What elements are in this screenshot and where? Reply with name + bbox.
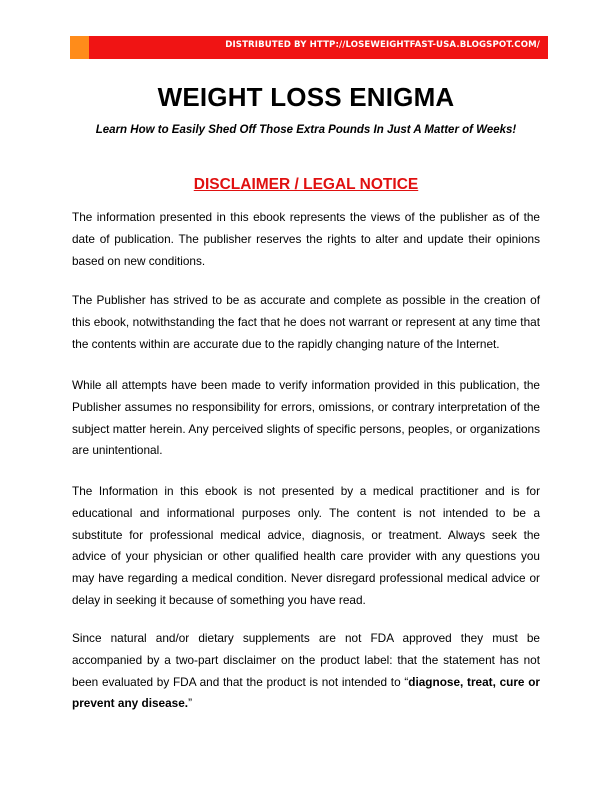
disclaimer-heading: DISCLAIMER / LEGAL NOTICE	[193, 176, 419, 193]
banner-text: DISTRIBUTED BY HTTP://LOSEWEIGHTFAST-USA.BLOGSPOT.COM/	[225, 40, 540, 50]
paragraph-publisher-views: The information presented in this ebook represents the views of the publisher as of the date of publication. The publisher reserves the rights to alter and update their opinions based on new conditions.	[72, 210, 540, 268]
document-title: WEIGHT LOSS ENIGMA	[157, 82, 455, 112]
document-subtitle: Learn How to Easily Shed Off Those Extra Pounds In Just A Matter of Weeks!	[95, 124, 517, 136]
fda-quote-end: ”	[188, 696, 192, 711]
paragraph-responsibility: While all attempts have been made to verify information provided in this publication, the Publisher assumes no responsibility for errors, omissions, or contrary interpretation of the subject matter herein. Any perceived slights of specific persons, peoples, or organizations are unintentional.	[72, 378, 540, 458]
fda-text: Since natural and/or dietary supplements are not FDA approved they must be accompanied by a two-part disclaimer on the product label: that the statement has not been evaluated by FDA and that the product is not intended to “	[72, 631, 540, 689]
paragraph-medical-disclaimer: The Information in this ebook is not presented by a medical practitioner and is for educational and informational purposes only. The content is not intended to be a substitute for professional medical advice, diagnosis, or treatment. Always seek the advice of your physician or other qualified health care provider with any questions you may have regarding a medical condition. Never disregard professional medical advice or delay in seeking it because of something you have read.	[72, 484, 540, 607]
paragraph-fda-disclaimer	[72, 628, 540, 715]
paragraph-accuracy: The Publisher has strived to be as accurate and complete as possible in the creation of this ebook, notwithstanding the fact that he does not warrant or represent at any time that the contents within are accurate due to the rapidly changing nature of the Internet.	[72, 293, 540, 351]
distributor-banner	[70, 36, 548, 59]
banner-accent-block	[70, 36, 89, 59]
fda-bold-text: diagnose, treat, cure or prevent any disease.	[72, 674, 540, 711]
